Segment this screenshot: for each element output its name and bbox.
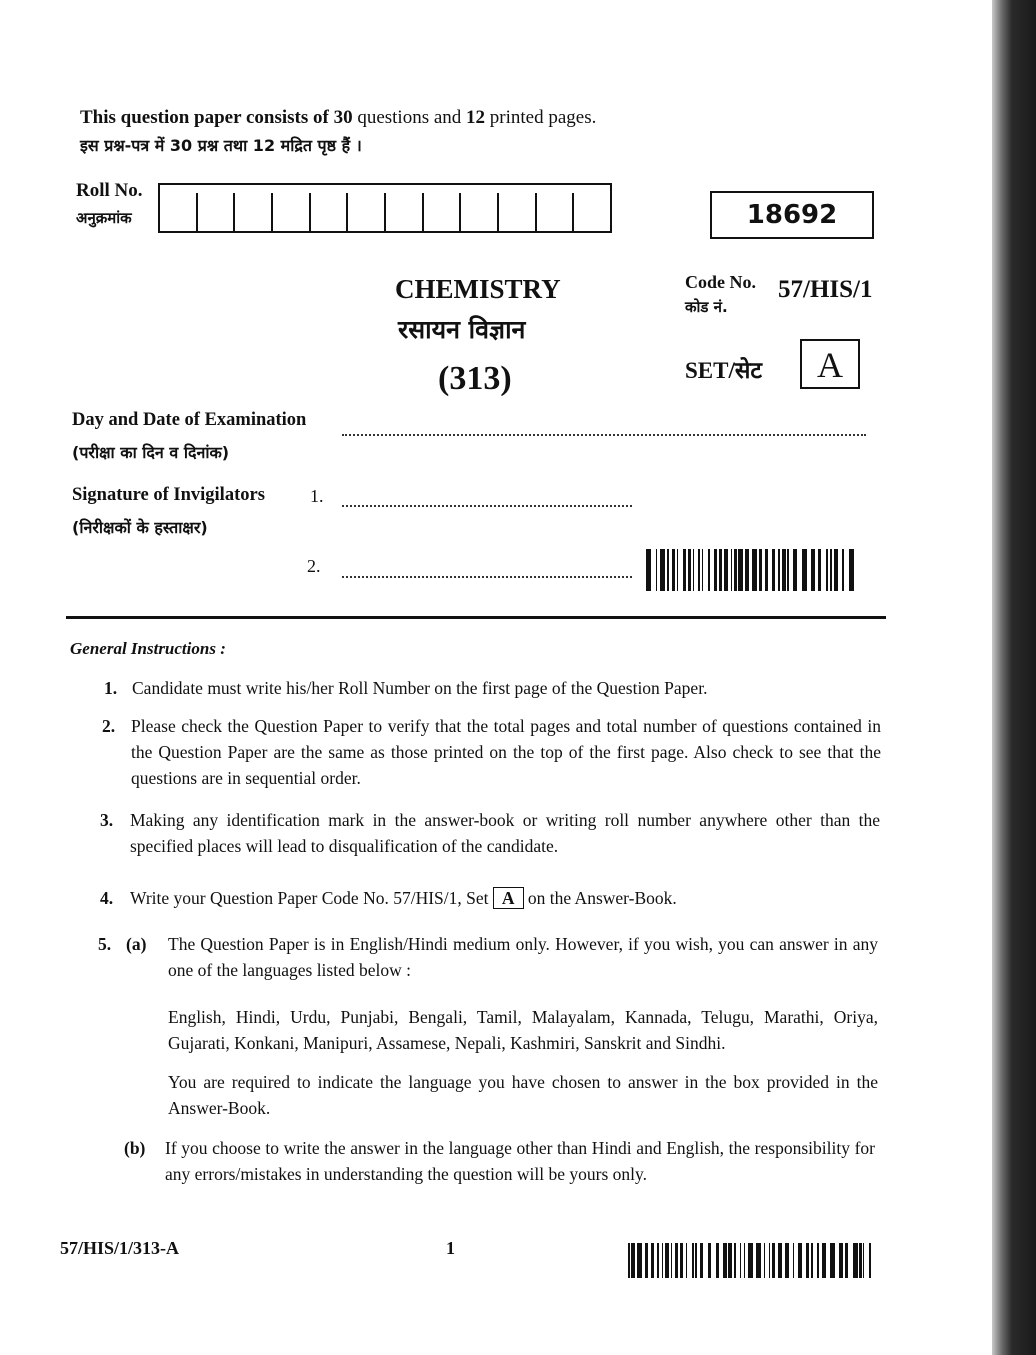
set-box: A bbox=[800, 339, 860, 389]
code-no-label-hi: कोड नं. bbox=[685, 298, 728, 316]
instruction-4-number: 4. bbox=[100, 888, 114, 908]
roll-label-hi: अनुक्रमांक bbox=[76, 209, 132, 227]
signature-2-number: 2. bbox=[307, 556, 321, 576]
instruction-2-number: 2. bbox=[102, 716, 116, 736]
exam-date-line[interactable] bbox=[342, 434, 866, 436]
code-no-value: 57/HIS/1 bbox=[778, 276, 873, 303]
instruction-5b: If you choose to write the answer in the language other than Hindi and English, the responsibility for any errors/mistakes in understanding the question will be yours only. bbox=[165, 1138, 875, 1184]
footer-barcode bbox=[628, 1243, 878, 1278]
signature-2-line[interactable] bbox=[342, 576, 632, 578]
roll-number-cell[interactable] bbox=[424, 193, 462, 233]
instruction-4-set-box: A bbox=[493, 887, 524, 909]
instruction-5-number: 5. bbox=[98, 934, 112, 954]
paper-serial-number: 18692 bbox=[710, 191, 874, 239]
instruction-5a: The Question Paper is in English/Hindi medium only. However, if you wish, you can answer in any one of the languages listed below : bbox=[168, 934, 878, 980]
roll-number-cell[interactable] bbox=[537, 193, 575, 233]
exam-date-label-hi: (परीक्षा का दिन व दिनांक) bbox=[72, 443, 230, 462]
roll-number-cell[interactable] bbox=[499, 193, 537, 233]
code-no-label-en: Code No. bbox=[685, 272, 756, 292]
instruction-2: Please check the Question Paper to verify that the total pages and total number of questions contained in the Question Paper are the same as those printed on the top of the first page. Also check to see that the questions are in sequential order. bbox=[131, 716, 881, 788]
instruction-3-number: 3. bbox=[100, 810, 114, 830]
signature-label-en: Signature of Invigilators bbox=[72, 485, 265, 505]
instruction-5a-languages: English, Hindi, Urdu, Punjabi, Bengali, Tamil, Malayalam, Kannada, Telugu, Marathi, Oriya, Gujarati, Konkani, Manipuri, Assamese, Nepali, Kashmiri, Sanskrit and Sindhi. bbox=[168, 1007, 878, 1053]
scan-edge bbox=[992, 0, 1036, 1355]
roll-number-cell[interactable] bbox=[348, 193, 386, 233]
instruction-3: Making any identification mark in the answer-book or writing roll number anywhere other than the specified places will lead to disqualification of the candidate. bbox=[130, 810, 880, 856]
subject-title-hi: रसायन विज्ञान bbox=[398, 315, 526, 344]
instruction-5a-label: (a) bbox=[126, 934, 147, 954]
signature-1-number: 1. bbox=[310, 486, 324, 506]
roll-number-cell[interactable] bbox=[311, 193, 349, 233]
header-line-hi: इस प्रश्न-पत्र में 30 प्रश्न तथा 12 मद्रित पृष्ठ हैं । bbox=[80, 136, 362, 155]
set-label: SET/सेट bbox=[685, 358, 763, 383]
top-barcode bbox=[646, 549, 856, 591]
roll-number-cell[interactable] bbox=[461, 193, 499, 233]
signature-1-line[interactable] bbox=[342, 505, 632, 507]
roll-number-cell[interactable] bbox=[160, 193, 198, 233]
subject-title-en: CHEMISTRY bbox=[395, 274, 561, 304]
subject-code: (313) bbox=[438, 360, 512, 397]
roll-number-cell[interactable] bbox=[235, 193, 273, 233]
instruction-1-number: 1. bbox=[104, 678, 118, 698]
footer-page-number: 1 bbox=[446, 1238, 455, 1258]
roll-number-cell[interactable] bbox=[273, 193, 311, 233]
exam-date-label-en: Day and Date of Examination bbox=[72, 410, 307, 430]
footer-code: 57/HIS/1/313-A bbox=[60, 1238, 180, 1258]
instructions-heading: General Instructions : bbox=[70, 639, 226, 658]
instruction-1: Candidate must write his/her Roll Number on the first page of the Question Paper. bbox=[132, 678, 708, 698]
instruction-5b-label: (b) bbox=[124, 1138, 146, 1158]
instruction-5a-note: You are required to indicate the language you have chosen to answer in the box provided in the Answer-Book. bbox=[168, 1072, 878, 1118]
roll-number-boxes[interactable] bbox=[158, 183, 612, 233]
header-rule bbox=[66, 616, 886, 619]
header-line-en: This question paper consists of 30 questions and 12 printed pages. bbox=[80, 107, 597, 128]
roll-label-en: Roll No. bbox=[76, 180, 143, 201]
roll-number-cell[interactable] bbox=[198, 193, 236, 233]
barcode-bar bbox=[871, 1243, 876, 1278]
signature-label-hi: (निरीक्षकों के हस्ताक्षर) bbox=[72, 518, 208, 537]
barcode-bar bbox=[849, 549, 854, 591]
instruction-4: Write your Question Paper Code No. 57/HIS/1, Set A on the Answer-Book. bbox=[130, 888, 677, 908]
roll-number-cell[interactable] bbox=[386, 193, 424, 233]
roll-number-cell[interactable] bbox=[574, 193, 610, 233]
